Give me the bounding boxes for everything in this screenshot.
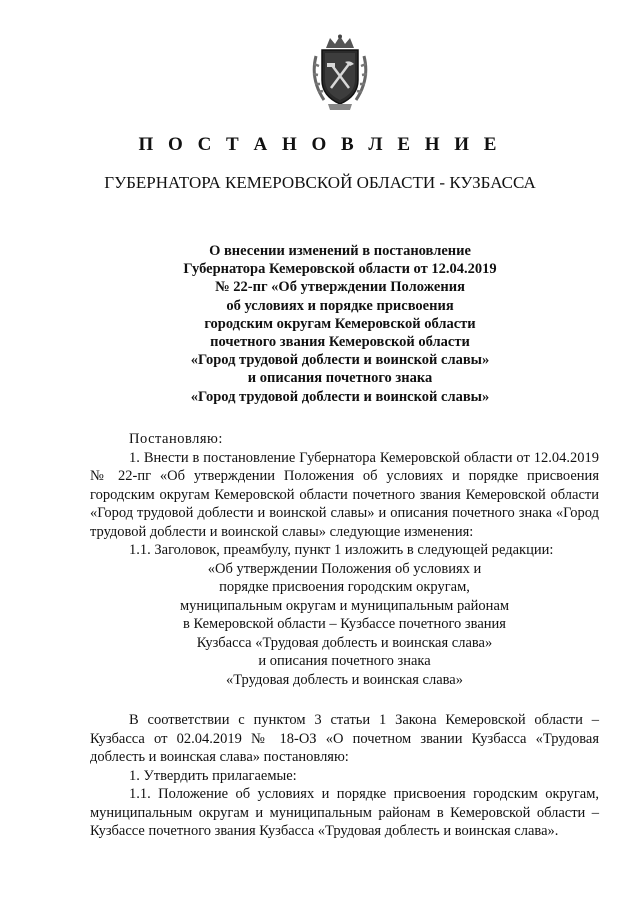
quoted-title xyxy=(90,560,599,690)
subject-line: и описания почетного знака xyxy=(247,370,433,387)
subject-line: об условиях и порядке присвоения xyxy=(226,297,454,314)
subject-line: городским округам Кемеровской области xyxy=(204,315,476,332)
quoted-title-line: и описания почетного знака xyxy=(258,653,431,669)
decree-word: Постановляю: xyxy=(129,431,223,447)
document-subject xyxy=(130,242,550,406)
quoted-title-line: «Об утверждении Положения об условиях и xyxy=(207,560,482,577)
document-type-heading: П О С Т А Н О В Л Е Н И Е xyxy=(138,134,502,155)
subject-line: «Город трудовой доблести и воинской славы» xyxy=(190,352,490,369)
subject-line: почетного звания Кемеровской области xyxy=(210,334,470,351)
subject-line: Губернатора Кемеровской области от 12.04.2019 xyxy=(183,261,497,278)
subject-line: № 22-пг «Об утверждении Положения xyxy=(215,279,465,296)
quoted-title-line: «Трудовая доблесть и воинская слава» xyxy=(226,671,463,688)
decree-body xyxy=(90,430,599,689)
subject-line: «Город трудовой доблести и воинской славы» xyxy=(190,388,490,405)
quoted-title-line: Кузбасса «Трудовая доблесть и воинская слава» xyxy=(196,634,493,651)
preamble: В соответствии с пунктом 3 статьи 1 Закона Кемеровской области – Кузбасса от 02.04.2019 № 18-ОЗ «О почетном звании Кузбасса «Трудовая доблесть и воинская слава» постановляю: xyxy=(90,712,599,765)
decree-body-continued xyxy=(90,711,599,841)
quoted-title-line: муниципальным округам и муниципальным районам xyxy=(179,597,510,614)
issuer-heading: ГУБЕРНАТОРА КЕМЕРОВСКОЙ ОБЛАСТИ - КУЗБАССА xyxy=(104,173,536,192)
approve-item-1-1: 1.1. Положение об условиях и порядке присвоения городским округам, муниципальным округам и муниципальным районам в Кемеровской области – Кузбассе почетного звания Кузбасса «Трудовая доблесть и воинская слава». xyxy=(90,786,599,839)
item-1: 1. Внести в постановление Губернатора Кемеровской области от 12.04.2019 № 22-пг «Об утверждении Положения об условиях и порядке присвоения городским округам Кемеровской области почетного звания Кемеровской области «Город трудовой доблести и воинской славы» и описания почетного знака «Город трудовой доблести и воинской славы» следующие изменения: xyxy=(90,449,599,540)
approve-item: 1. Утвердить прилагаемые: xyxy=(129,767,297,784)
subject-line: О внесении изменений в постановление xyxy=(209,243,471,259)
coat-of-arms-icon xyxy=(310,34,370,112)
item-1-1: 1.1. Заголовок, преамбулу, пункт 1 изложить в следующей редакции: xyxy=(129,542,554,558)
quoted-title-line: порядке присвоения городским округам, xyxy=(219,579,470,595)
quoted-title-line: в Кемеровской области – Кузбассе почетного звания xyxy=(183,616,506,632)
